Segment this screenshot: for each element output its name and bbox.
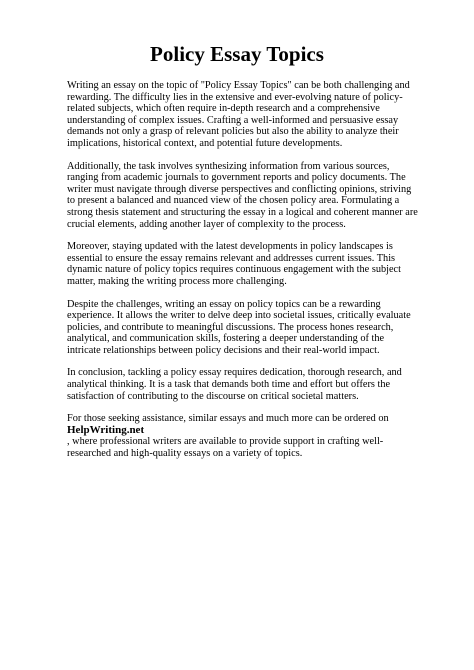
brand-name: HelpWriting.net <box>67 423 145 436</box>
paragraph-2: Additionally, the task involves synthesizing information from various sources, ranging from academic journals to government reports and policy documents. The writer must navigate through diverse perspectives and conflicting opinions, striving to present a balanced and nuanced view of the chosen policy area. Formulating a strong thesis statement and structuring the essay in a logical and coherent manner are crucial elements, adding another layer of complexity to the process. <box>67 160 418 230</box>
paragraph-3: Moreover, staying updated with the latest developments in policy landscapes is essential to ensure the essay remains relevant and addresses current issues. This dynamic nature of policy topics requires continuous engagement with the subject matter, making the writing process more challenging. <box>67 241 401 287</box>
document-body <box>67 80 419 471</box>
closing-text-after: , where professional writers are available to provide support in crafting well-researched and high-quality essays on a variety of topics. <box>67 436 384 460</box>
closing-paragraph <box>67 413 419 459</box>
paragraph-4: Despite the challenges, writing an essay on policy topics can be a rewarding experience. It allows the writer to delve deep into societal issues, critically evaluate policies, and contribute to meaningful discussions. The process hones research, analytical, and communication skills, fostering a deeper understanding of the intricate relationships between policy decisions and their real-world impact. <box>67 298 411 356</box>
closing-text-before: For those seeking assistance, similar essays and much more can be ordered on <box>67 413 389 425</box>
paragraph-5: In conclusion, tackling a policy essay requires dedication, thorough research, and analytical thinking. It is a task that demands both time and effort but offers the satisfaction of contributing to the discourse on critical societal matters. <box>67 367 402 402</box>
paragraph-1: Writing an essay on the topic of "Policy Essay Topics" can be both challenging and rewarding. The difficulty lies in the extensive and ever-evolving nature of policy-related subjects, which often require in-depth research and a comprehensive understanding of complex issues. Crafting a well-informed and persuasive essay demands not only a grasp of relevant policies but also the ability to analyze their implications, historical context, and potential future developments. <box>67 80 410 149</box>
page-title: Policy Essay Topics <box>150 42 324 66</box>
